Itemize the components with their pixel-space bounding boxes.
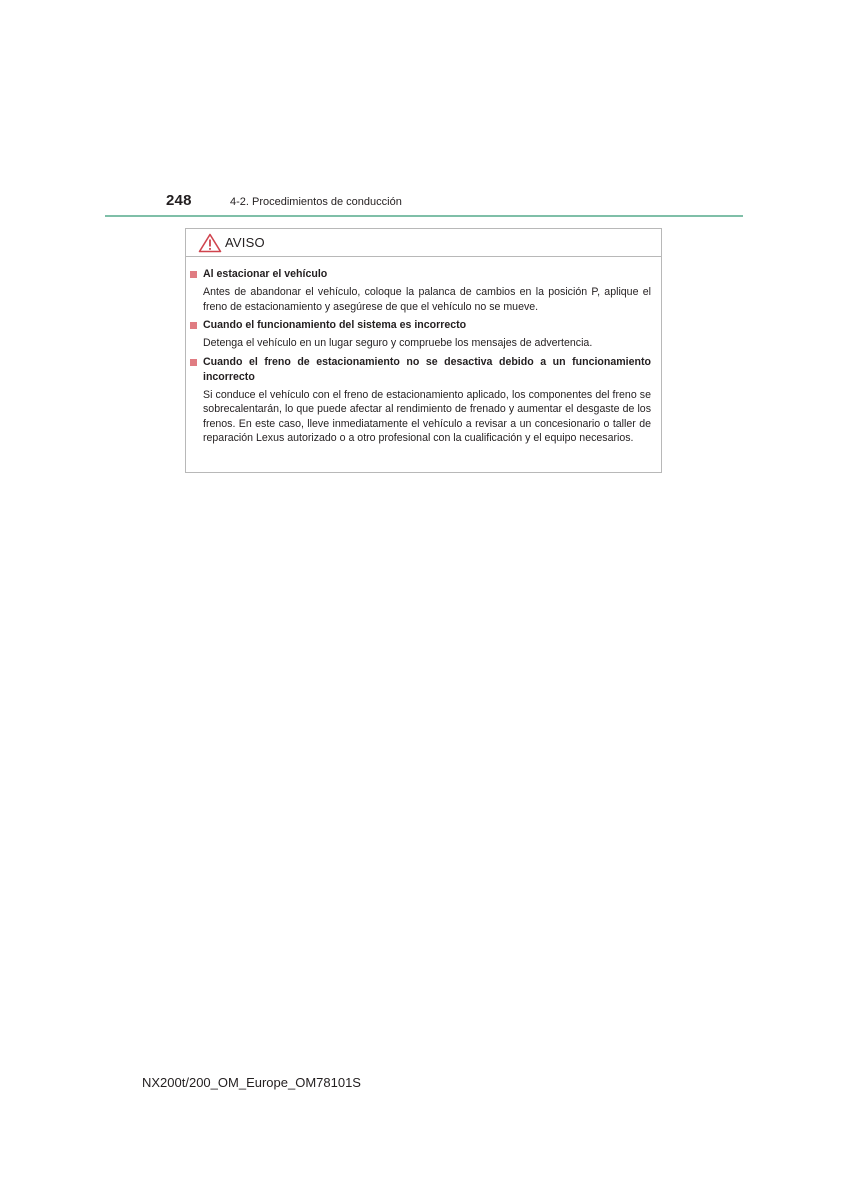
item-text: Detenga el vehículo en un lugar seguro y compruebe los mensajes de advertencia.: [203, 337, 593, 349]
item-heading-text: Cuando el freno de estacionamiento no se desactiva debido a un funcionamiento incorrecto: [203, 355, 651, 383]
page-number: 248: [166, 192, 192, 209]
warning-header: [186, 229, 661, 257]
warning-title: AVISO: [225, 235, 265, 250]
item-text: Si conduce el vehículo con el freno de estacionamiento aplicado, los componentes del freno se sobrecalentarán, lo que puede afectar al rendimiento de frenado y aumentar el desgaste de los frenos. En este caso, lleve inmediatamente el vehículo a revisar a un concesionario o taller de reparación Lexus autorizado o a otro profesional con la cualificación y el equipo necesarios.: [203, 388, 651, 444]
item-heading: [190, 318, 651, 333]
item-heading-text: Al estacionar el vehículo: [203, 268, 328, 280]
warning-item: [190, 318, 651, 351]
footer-model-code: NX200t/200_OM_Europe_OM78101S: [142, 1075, 361, 1090]
section-title: 4-2. Procedimientos de conducción: [230, 196, 402, 208]
warning-body: [186, 257, 661, 446]
item-text: Antes de abandonar el vehículo, coloque la palanca de cambios en la posición P, aplique el freno de estacionamiento y asegúrese de que el vehículo no se mueve.: [203, 286, 651, 313]
item-heading-text: Cuando el funcionamiento del sistema es incorrecto: [203, 319, 467, 331]
item-heading: [190, 267, 651, 282]
warning-box: [185, 228, 662, 473]
square-bullet-icon: [190, 322, 197, 329]
square-bullet-icon: [190, 359, 197, 366]
header-divider: [105, 215, 743, 217]
warning-triangle-icon: [198, 233, 222, 253]
item-heading: [190, 355, 651, 385]
warning-item: [190, 355, 651, 446]
square-bullet-icon: [190, 271, 197, 278]
warning-item: [190, 267, 651, 314]
